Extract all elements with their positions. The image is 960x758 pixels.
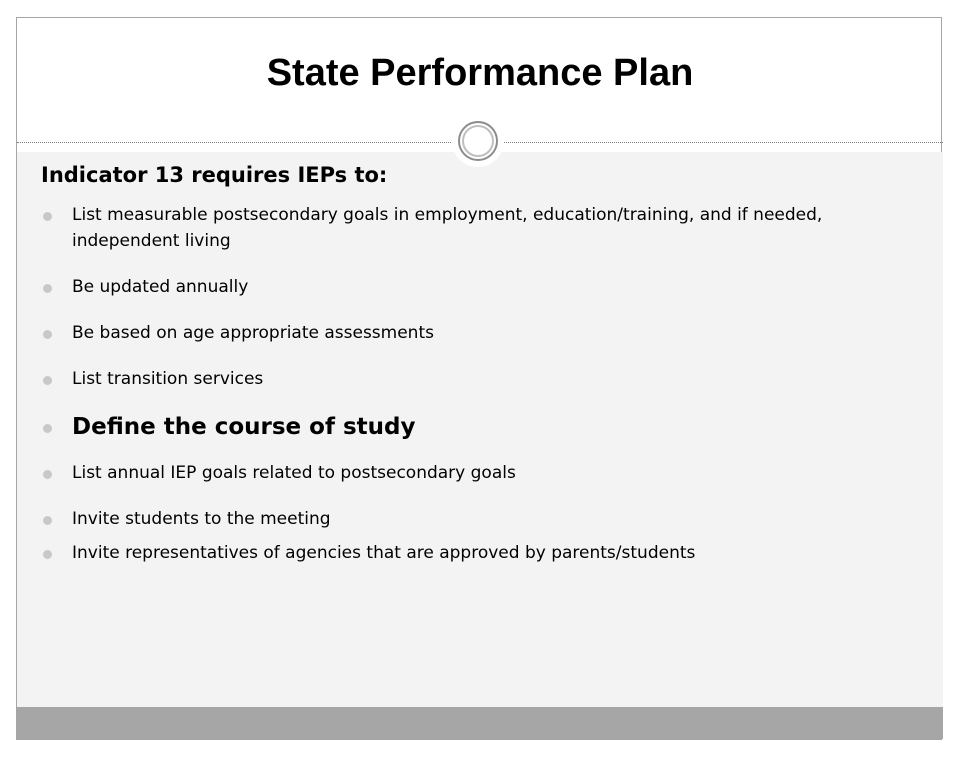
bullet-item [41,506,931,532]
inner-ring [462,125,494,157]
bullet-dot-icon [43,550,52,559]
bullet-list [41,202,931,586]
bullet-text: Be based on age appropriate assessments [72,323,434,343]
bullet-dot-icon [43,470,52,479]
bullet-item [41,274,931,300]
bullet-dot-icon [43,330,52,339]
slide-title: State Performance Plan [266,52,694,94]
bullet-item-emphasized [41,412,931,442]
bullet-text: List measurable postsecondary goals in employment, education/training, and if needed, independent living [72,205,823,251]
bullet-dot-icon [43,424,52,433]
bullet-text: List transition services [72,369,264,389]
bullet-text: Invite representatives of agencies that are approved by parents/students [72,543,696,563]
indicator-heading: Indicator 13 requires IEPs to: [41,163,388,187]
bullet-text: Be updated annually [72,277,249,297]
bullet-text: Define the course of study [72,414,416,440]
bullet-item [41,460,931,486]
slide [16,17,942,740]
bullet-dot-icon [43,212,52,221]
bullet-dot-icon [43,284,52,293]
footer-bar [17,707,943,739]
double-circle-icon [452,115,504,167]
bullet-text: Invite students to the meeting [72,509,331,529]
bullet-item [41,202,931,254]
bullet-dot-icon [43,376,52,385]
bullet-item [41,540,931,566]
bullet-item [41,366,931,392]
bullet-dot-icon [43,516,52,525]
bullet-text: List annual IEP goals related to postsecondary goals [72,463,516,483]
bullet-item [41,320,931,346]
